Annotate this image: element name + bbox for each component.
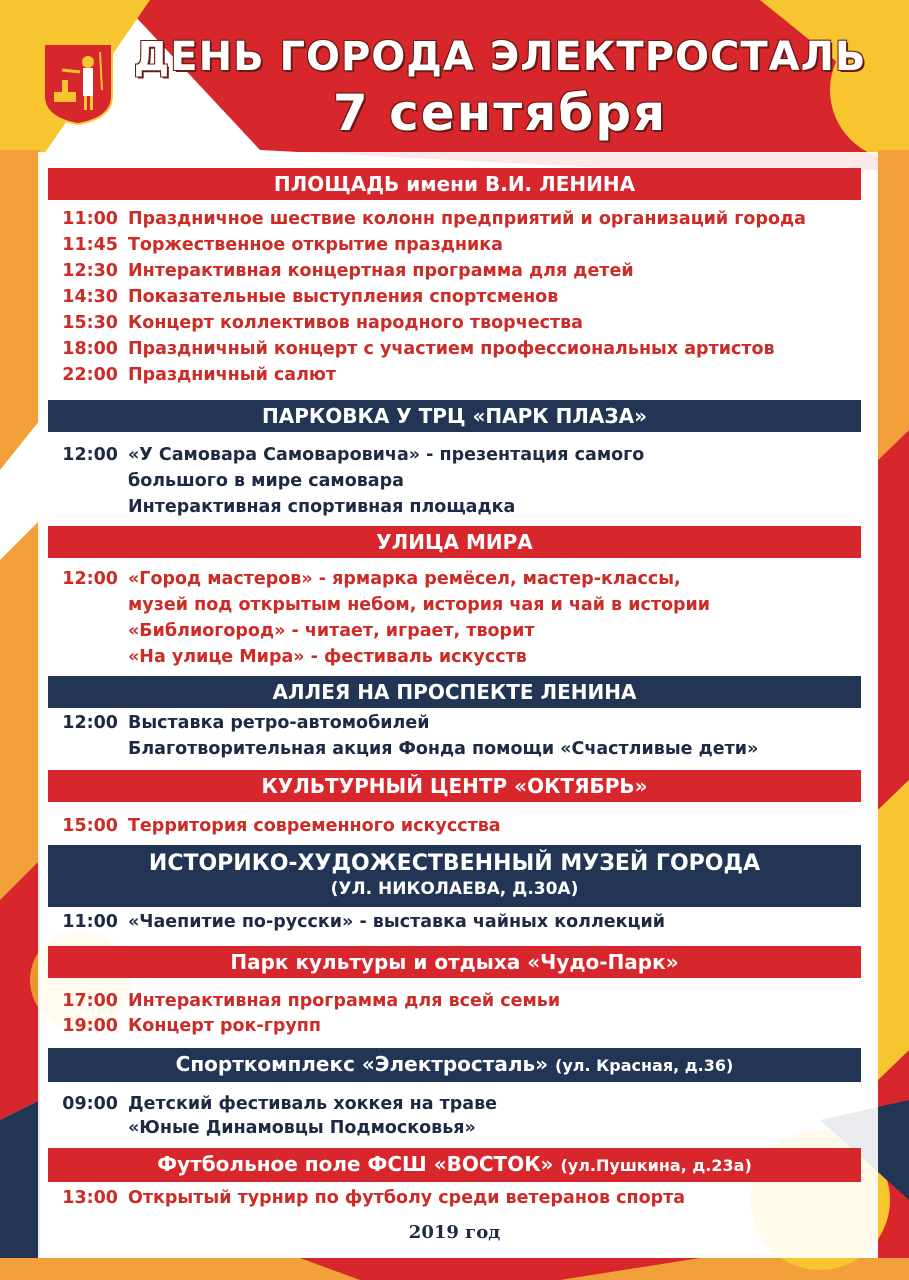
event-text: Интерактивная программа для всей семьи — [128, 991, 561, 1011]
event-text: «Библиогород» - читает, играет, творит — [128, 621, 535, 641]
event-time: 09:00 — [62, 1094, 118, 1114]
event-time: 22:00 — [62, 365, 118, 385]
event-text: Торжественное открытие праздника — [128, 235, 503, 255]
event-text: «Юные Динамовцы Подмосковья» — [128, 1118, 476, 1138]
section-address: (ул.Пушкина, д.23а) — [560, 1156, 752, 1175]
section-title: Футбольное поле ФСШ «ВОСТОК» — [157, 1152, 554, 1176]
year-footer: 2019 год — [408, 1222, 501, 1243]
event-row — [46, 232, 876, 258]
event-time: 18:00 — [62, 339, 118, 359]
event-row — [46, 909, 876, 935]
event-row — [46, 336, 876, 362]
event-row — [46, 618, 876, 644]
event-row — [46, 813, 876, 839]
event-text: Выставка ретро-автомобилей — [128, 713, 430, 733]
event-text: Детский фестиваль хоккея на траве — [128, 1094, 498, 1114]
event-text: «Чаепитие по-русски» - выставка чайных коллекций — [128, 912, 666, 932]
event-time: 11:00 — [62, 209, 118, 229]
event-date: 7 сентября — [332, 84, 668, 142]
event-text: Праздничный концерт с участием профессиональных артистов — [128, 339, 775, 359]
event-time: 14:30 — [62, 287, 118, 307]
section-header-lenin-avenue: АЛЛЕЯ НА ПРОСПЕКТЕ ЛЕНИНА — [48, 676, 861, 708]
event-time: 11:00 — [62, 912, 118, 932]
event-time: 15:00 — [62, 816, 118, 836]
section-header-oktyabr: КУЛЬТУРНЫЙ ЦЕНТР «ОКТЯБРЬ» — [48, 770, 861, 802]
section-title: Спорткомплекс «Электросталь» — [175, 1052, 549, 1076]
event-row — [46, 258, 876, 284]
event-row — [46, 988, 876, 1014]
event-text: Территория современного искусства — [128, 816, 501, 836]
event-text: Открытый турнир по футболу среди ветеранов спорта — [128, 1188, 686, 1208]
event-row — [46, 1091, 876, 1117]
event-time: 12:30 — [62, 261, 118, 281]
section-title: ИСТОРИКО-ХУДОЖЕСТВЕННЫЙ МУЗЕЙ ГОРОДА — [148, 851, 761, 876]
event-text: Благотворительная акция Фонда помощи «Счастливые дети» — [128, 739, 759, 759]
event-row — [46, 284, 876, 310]
event-time: 13:00 — [62, 1188, 118, 1208]
event-row — [46, 468, 876, 494]
event-text: музей под открытым небом, история чая и чай в истории — [128, 595, 711, 615]
event-time: 11:45 — [62, 235, 118, 255]
event-time: 12:00 — [62, 713, 118, 733]
event-row — [46, 1185, 876, 1211]
event-time: 17:00 — [62, 991, 118, 1011]
event-row — [46, 206, 876, 232]
event-time: 15:30 — [62, 313, 118, 333]
section-header-chudo-park: Парк культуры и отдыха «Чудо-Парк» — [48, 946, 861, 978]
event-row — [46, 736, 876, 762]
event-text: Интерактивная спортивная площадка — [128, 497, 516, 517]
section-header-lenin-square: ПЛОЩАДЬ имени В.И. ЛЕНИНА — [48, 168, 861, 200]
section-address: (ул. Красная, д.36) — [555, 1056, 734, 1075]
event-text: большого в мире самовара — [128, 471, 404, 491]
event-time: 19:00 — [62, 1016, 118, 1036]
page-title: ДЕНЬ ГОРОДА ЭЛЕКТРОСТАЛЬ — [133, 34, 867, 80]
event-text: Концерт коллективов народного творчества — [128, 313, 583, 333]
city-coat-of-arms-icon — [40, 40, 116, 126]
event-row — [46, 566, 876, 592]
event-row — [46, 362, 876, 388]
event-row — [46, 592, 876, 618]
event-text: «У Самовара Самоваровича» - презентация самого — [128, 445, 645, 465]
event-text: «На улице Мира» - фестиваль искусств — [128, 647, 527, 667]
event-row — [46, 494, 876, 520]
section-header-park-plaza: ПАРКОВКА У ТРЦ «ПАРК ПЛАЗА» — [48, 400, 861, 432]
event-text: Праздничное шествие колонн предприятий и организаций города — [128, 209, 806, 229]
event-row — [46, 310, 876, 336]
section-header-vostok-field — [48, 1148, 861, 1182]
event-text: Интерактивная концертная программа для детей — [128, 261, 634, 281]
section-header-museum — [48, 845, 861, 907]
event-time: 12:00 — [62, 445, 118, 465]
section-address: (УЛ. НИКОЛАЕВА, Д.30А) — [330, 879, 579, 899]
event-text: Концерт рок-групп — [128, 1016, 321, 1036]
event-time: 12:00 — [62, 569, 118, 589]
event-text: Праздничный салют — [128, 365, 337, 385]
event-row — [46, 710, 876, 736]
event-row — [46, 1115, 876, 1141]
event-text: Показательные выступления спортсменов — [128, 287, 559, 307]
event-row — [46, 442, 876, 468]
section-header-mira-street: УЛИЦА МИРА — [48, 526, 861, 558]
section-header-sport-complex — [48, 1048, 861, 1082]
event-row — [46, 1013, 876, 1039]
event-row — [46, 644, 876, 670]
event-text: «Город мастеров» - ярмарка ремёсел, мастер-классы, — [128, 569, 681, 589]
